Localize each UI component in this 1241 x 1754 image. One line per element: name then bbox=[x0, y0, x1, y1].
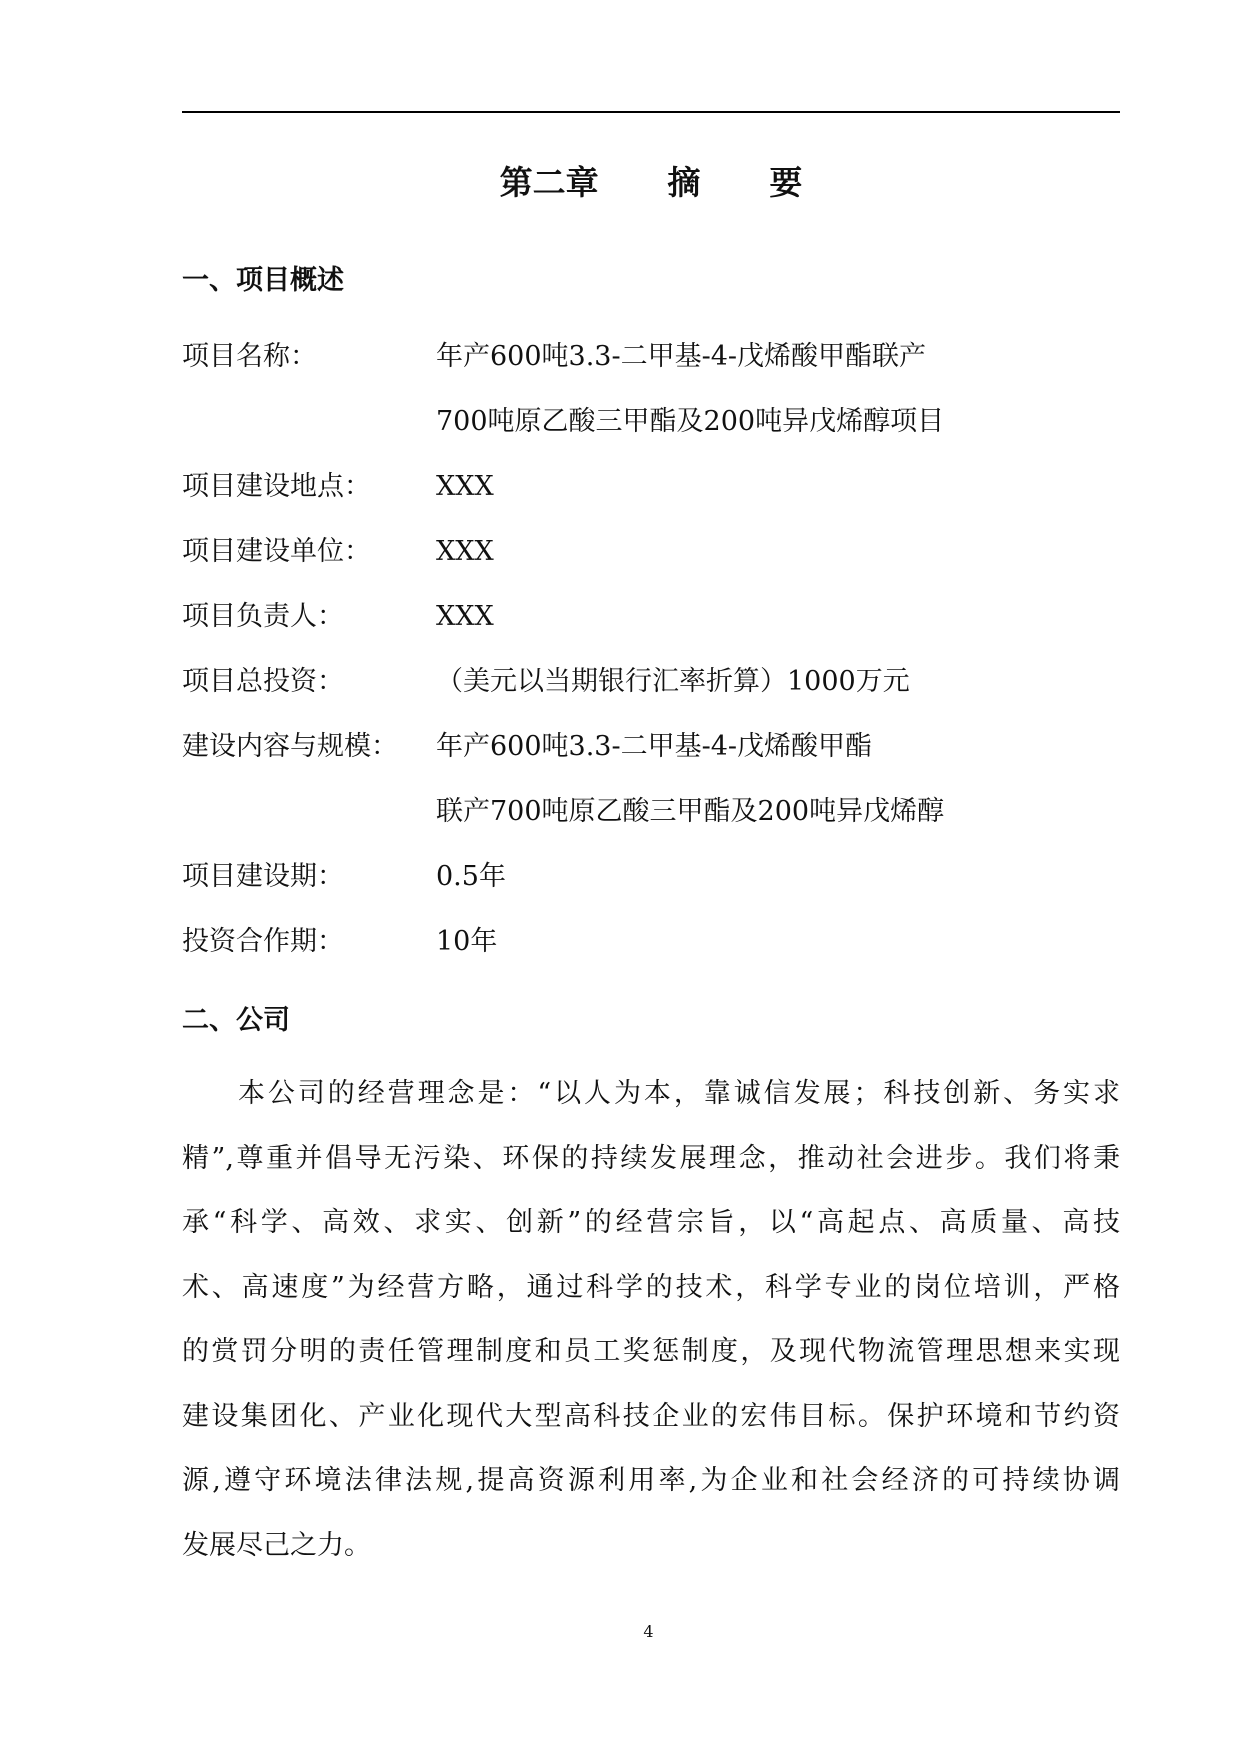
overview-label: 项目建设地点： bbox=[182, 471, 371, 502]
overview-value: 10年 bbox=[436, 926, 498, 957]
overview-label: 项目总投资： bbox=[182, 666, 344, 697]
overview-value: （美元以当期银行汇率折算）1000万元 bbox=[436, 666, 910, 697]
overview-row-location bbox=[182, 454, 1120, 519]
overview-row-scope bbox=[182, 714, 1120, 844]
overview-label: 项目名称： bbox=[182, 341, 317, 372]
overview-value: XXX bbox=[436, 471, 494, 502]
overview-label: 项目建设单位： bbox=[182, 536, 371, 567]
overview-value: XXX bbox=[436, 601, 494, 632]
overview-value: XXX bbox=[436, 536, 494, 567]
page-number: 4 bbox=[643, 1622, 654, 1641]
paragraph-line: 建设集团化、产业化现代大型高科技企业的宏伟目标。保护环境和节约资 bbox=[182, 1400, 1120, 1432]
section-heading-company: 二、公司 bbox=[182, 1005, 290, 1036]
paragraph-line: 发展尽己之力。 bbox=[182, 1529, 371, 1561]
paragraph-line: 术、高速度”为经营方略，通过科学的技术，科学专业的岗位培训，严格 bbox=[182, 1271, 1120, 1303]
overview-label: 项目负责人： bbox=[182, 601, 344, 632]
overview-row-construction-period bbox=[182, 844, 1120, 909]
overview-value: 年产600吨3.3-二甲基-4-戊烯酸甲酯联产 bbox=[436, 341, 927, 372]
overview-row-investment bbox=[182, 649, 1120, 714]
company-paragraph bbox=[182, 1062, 1120, 1578]
overview-row-project-name bbox=[182, 324, 1120, 454]
project-overview bbox=[182, 324, 1120, 974]
paragraph-line: 的赏罚分明的责任管理制度和员工奖惩制度，及现代物流管理思想来实现 bbox=[182, 1336, 1120, 1367]
paragraph-line: 源,遵守环境法律法规,提高资源利用率,为企业和社会经济的可持续协调 bbox=[182, 1465, 1120, 1496]
chapter-title: 第二章 摘 要 bbox=[499, 163, 803, 202]
overview-row-cooperation-period bbox=[182, 909, 1120, 974]
overview-label: 建设内容与规模： bbox=[182, 731, 398, 762]
overview-row-manager bbox=[182, 584, 1120, 649]
header-rule bbox=[182, 111, 1120, 113]
overview-value: 0.5年 bbox=[436, 861, 506, 892]
overview-label: 投资合作期： bbox=[182, 926, 344, 957]
paragraph-line: 承“科学、高效、求实、创新”的经营宗旨，以“高起点、高质量、高技 bbox=[182, 1207, 1120, 1238]
paragraph-line: 本公司的经营理念是：“以人为本，靠诚信发展；科技创新、务实求 bbox=[238, 1078, 1120, 1109]
overview-value: 联产700吨原乙酸三甲酯及200吨异戊烯醇 bbox=[436, 796, 945, 827]
overview-value: 年产600吨3.3-二甲基-4-戊烯酸甲酯 bbox=[436, 731, 873, 762]
overview-label: 项目建设期： bbox=[182, 861, 344, 892]
overview-row-builder bbox=[182, 519, 1120, 584]
section-heading-overview: 一、项目概述 bbox=[182, 265, 344, 296]
overview-value: 700吨原乙酸三甲酯及200吨异戊烯醇项目 bbox=[436, 406, 945, 437]
paragraph-line: 精”,尊重并倡导无污染、环保的持续发展理念，推动社会进步。我们将秉 bbox=[182, 1142, 1120, 1174]
